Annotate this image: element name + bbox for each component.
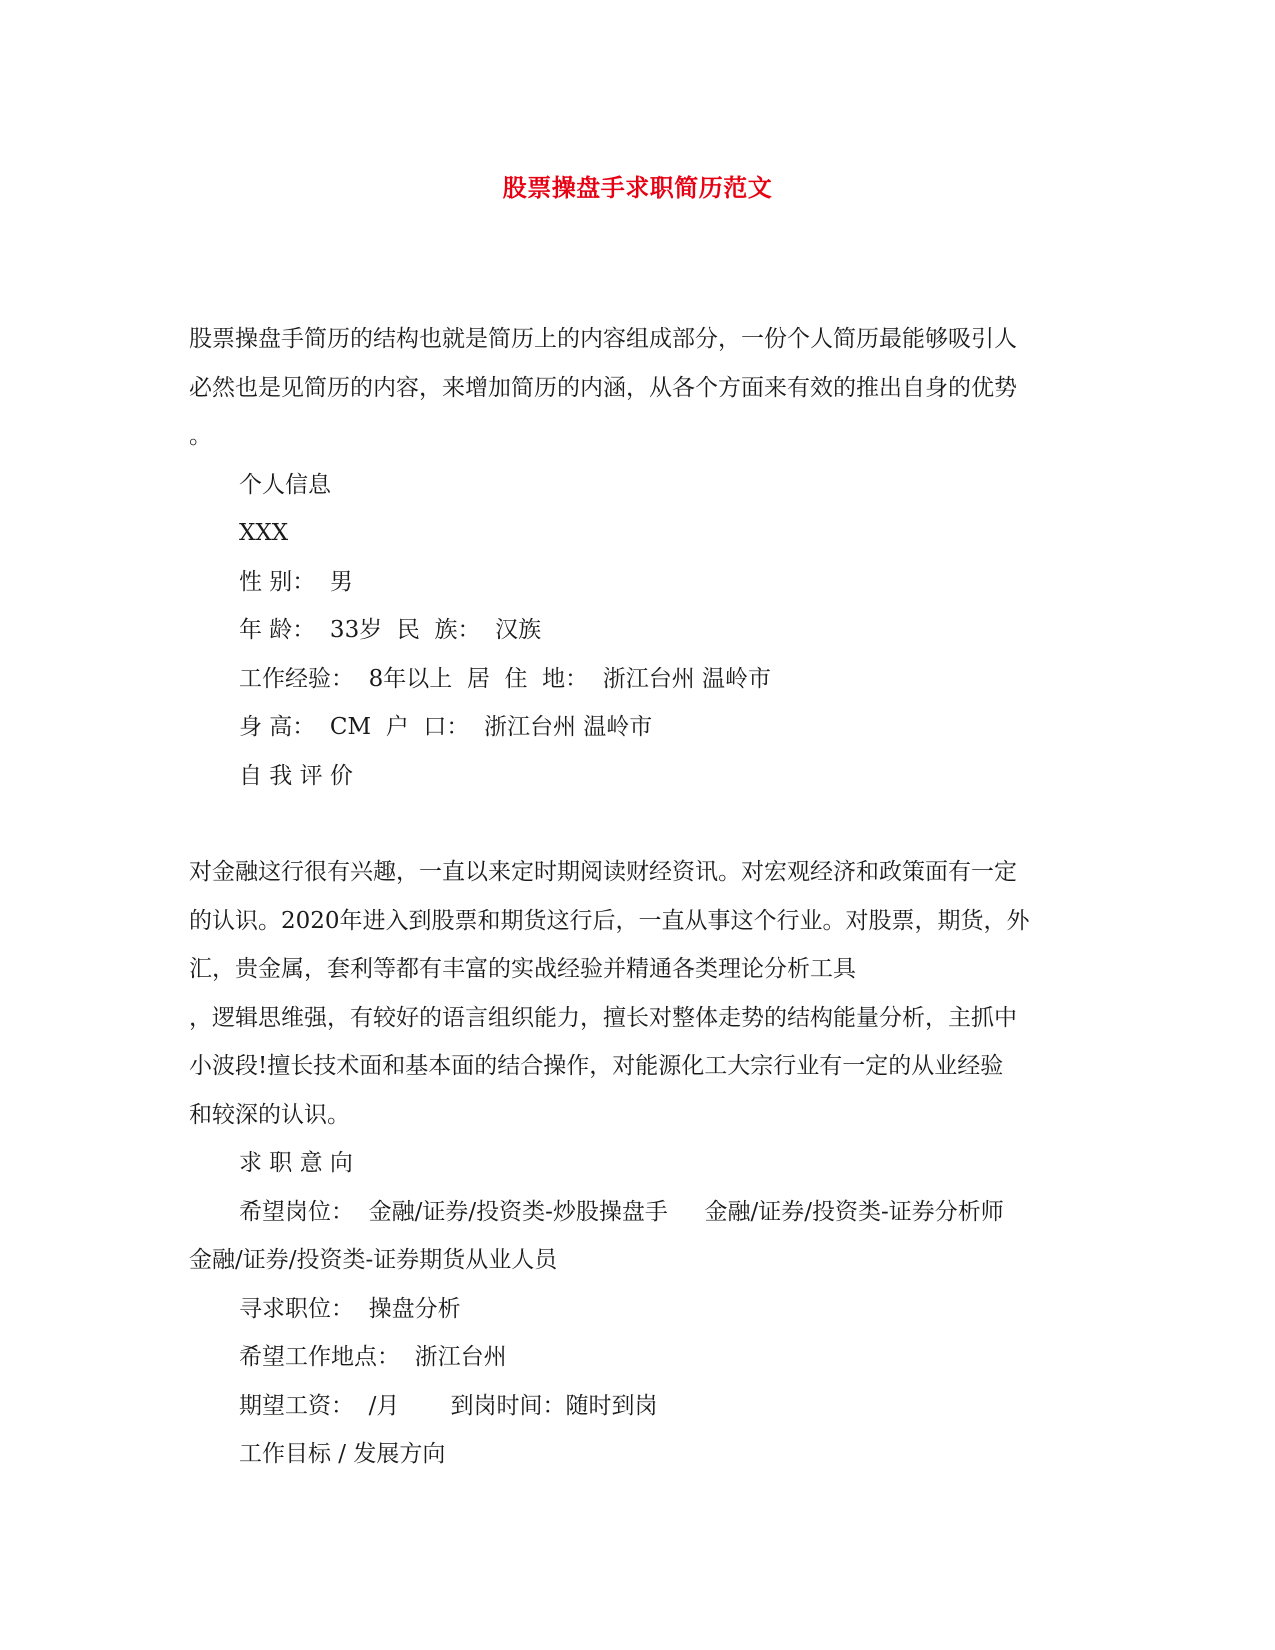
- self-eval-line: 小波段!擅长技术面和基本面的结合操作，对能源化工大宗行业有一定的从业经验: [189, 1053, 1004, 1079]
- intro-line: 。: [189, 423, 212, 449]
- document-body: [189, 315, 1089, 1479]
- gender-line: 性 别： 男: [239, 568, 353, 595]
- salary-arrival-line: 期望工资： /月 到岗时间：随时到岗: [239, 1392, 658, 1419]
- name-line: XXX: [239, 520, 289, 546]
- work-goal-heading: 工作目标 / 发展方向: [239, 1441, 446, 1467]
- work-location-line: 希望工作地点： 浙江台州: [239, 1344, 507, 1370]
- job-intent-section: [189, 1139, 1089, 1479]
- personal-info-heading: 个人信息: [239, 471, 331, 498]
- self-eval-line: 对金融这行很有兴趣，一直以来定时期阅读财经资讯。对宏观经济和政策面有一定: [189, 859, 1017, 885]
- document-title: 股票操盘手求职简历范文: [502, 173, 773, 202]
- self-evaluation-heading: 自 我 评 价: [239, 762, 353, 789]
- desired-position-line: 希望岗位： 金融/证券/投资类-炒股操盘手 金融/证券/投资类-证券分析师: [239, 1198, 1004, 1225]
- intro-line: 必然也是见简历的内容，来增加简历的内涵，从各个方面来有效的推出自身的优势: [189, 374, 1017, 401]
- intro-paragraph: [189, 315, 1089, 461]
- section-gap: [189, 800, 1089, 848]
- height-hukou-line: 身 高： CM 户 口： 浙江台州 温岭市: [239, 714, 653, 740]
- intro-line: 股票操盘手简历的结构也就是简历上的内容组成部分，一份个人简历最能够吸引人: [189, 326, 1017, 352]
- age-ethnicity-line: 年 龄： 33岁 民 族： 汉族: [239, 617, 542, 643]
- self-eval-line: 和较深的认识。: [189, 1101, 350, 1128]
- self-eval-line: 汇，贵金属，套利等都有丰富的实战经验并精通各类理论分析工具: [189, 956, 856, 982]
- self-eval-line: ，逻辑思维强，有较好的语言组织能力，擅长对整体走势的结构能量分析，主抓中: [189, 1004, 1017, 1031]
- seeking-position-line: 寻求职位： 操盘分析: [239, 1295, 461, 1322]
- self-evaluation-paragraph: [189, 848, 1089, 1139]
- experience-residence-line: 工作经验： 8年以上 居 住 地： 浙江台州 温岭市: [239, 665, 772, 692]
- personal-info-section: [189, 461, 1089, 801]
- job-intent-heading: 求 职 意 向: [239, 1150, 353, 1176]
- self-eval-line: 的认识。2020年进入到股票和期货这行后，一直从事这个行业。对股票，期货，外: [189, 907, 1030, 934]
- desired-position-continued-line: 金融/证券/投资类-证券期货从业人员: [189, 1247, 558, 1273]
